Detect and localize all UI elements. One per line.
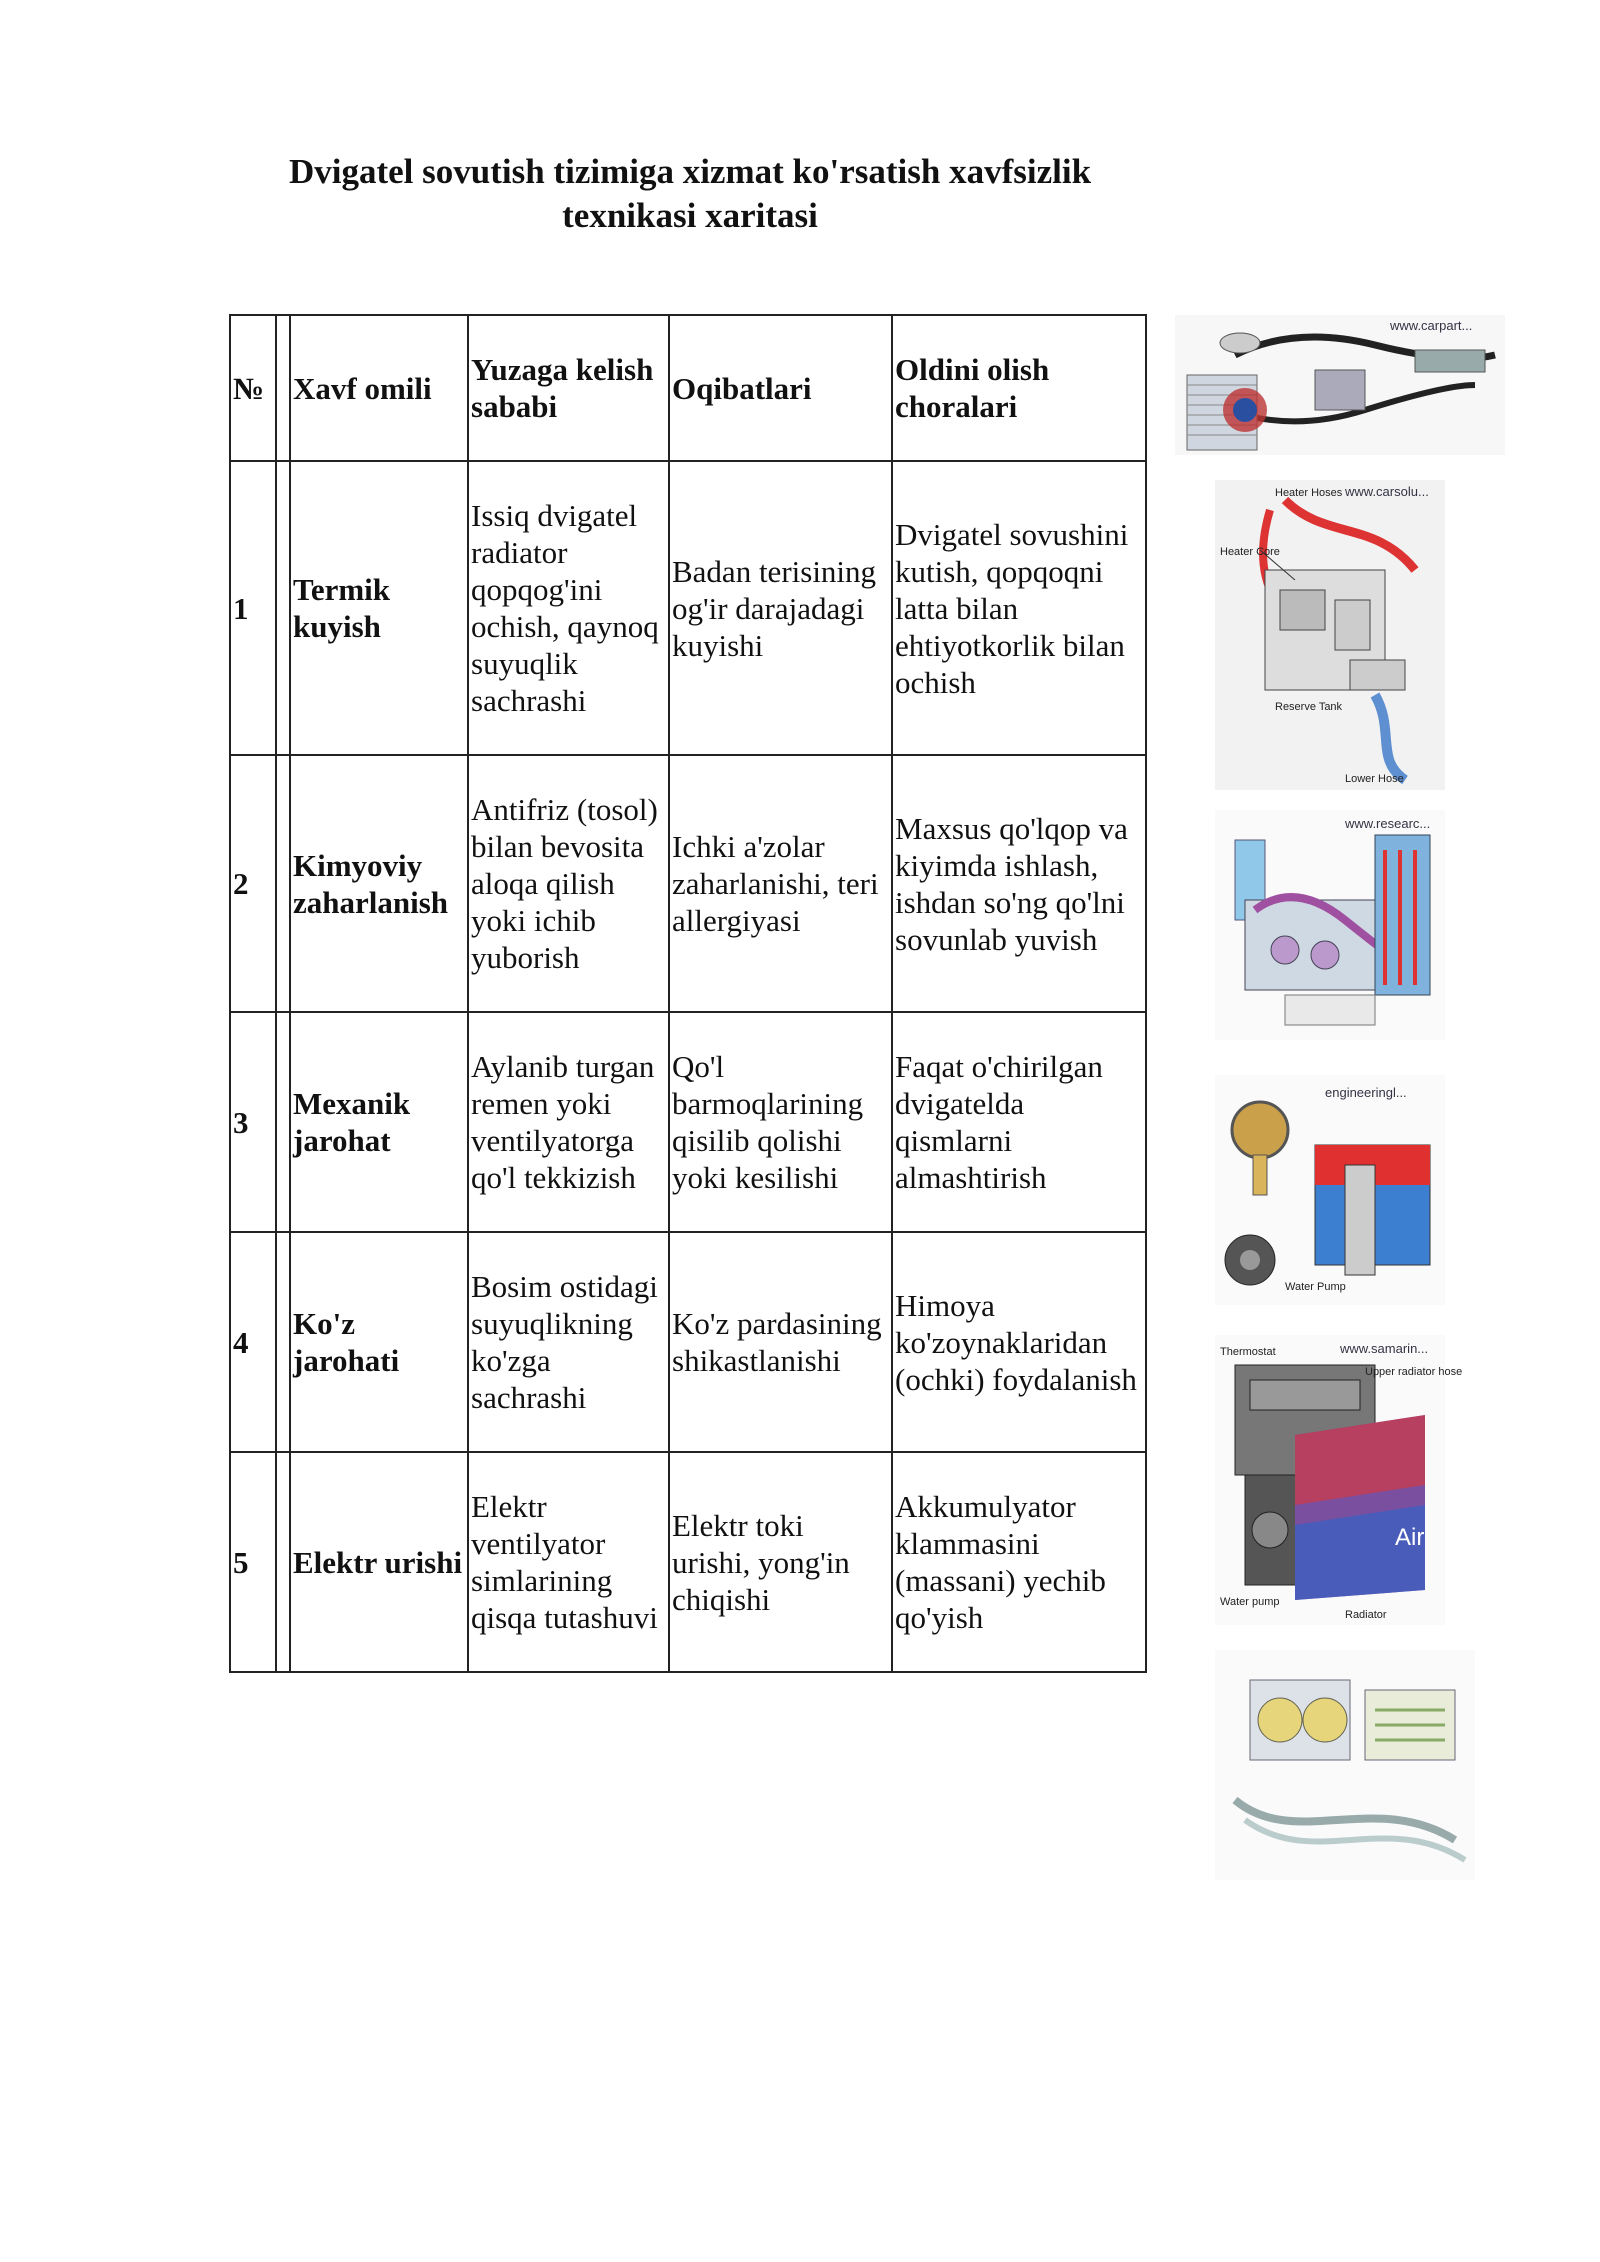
row-prevention: Dvigatel sovushini kutish, qopqoqni latta bilan ehtiyotkorlik bilan ochish <box>892 461 1146 755</box>
header-number: № <box>230 315 276 461</box>
header-effect: Oqibatlari <box>669 315 892 461</box>
label-air: Air <box>1395 1524 1425 1551</box>
image-watermark: engineeringl... <box>1325 1085 1407 1100</box>
row-cause: Issiq dvigatel radiator qopqog'ini ochish, qaynoq suyuqlik sachrashi <box>468 461 669 755</box>
image-watermark: www.carpart... <box>1390 318 1473 333</box>
row-gap <box>276 461 290 755</box>
table-header-row <box>230 315 1146 461</box>
label-heater-hoses: Heater Hoses <box>1275 487 1343 499</box>
row-effect: Badan terisining og'ir darajadagi kuyishi <box>669 461 892 755</box>
fan-assembly-image <box>1175 1650 1475 1880</box>
row-gap <box>276 1452 290 1672</box>
row-cause: Antifriz (tosol) bilan bevosita aloqa qilish yoki ichib yuborish <box>468 755 669 1012</box>
row-number: 2 <box>230 755 276 1012</box>
image-watermark: www.samarin... <box>1340 1341 1429 1356</box>
table-row <box>230 1232 1146 1452</box>
label-water-pump: Water Pump <box>1285 1281 1346 1293</box>
image-watermark: www.researc... <box>1345 816 1431 831</box>
label-water-pump: Water pump <box>1220 1596 1280 1608</box>
label-lower-hose: Lower Hose <box>1345 773 1404 785</box>
row-risk: Elektr urishi <box>290 1452 468 1672</box>
heater-hoses-diagram-image <box>1175 480 1445 790</box>
header-prevention: Oldini olish choralari <box>892 315 1146 461</box>
row-effect: Qo'l barmoqlarining qisilib qolishi yoki kesilishi <box>669 1012 892 1232</box>
title-line-1: Dvigatel sovutish tizimiga xizmat ko'rsatish xavfsizlik <box>288 152 1092 191</box>
row-prevention: Himoya ko'zoynaklaridan (ochki) foydalanish <box>892 1232 1146 1452</box>
label-heater-core: Heater Core <box>1220 546 1280 558</box>
row-risk: Kimyoviy zaharlanish <box>290 755 468 1012</box>
title-line-2: texnikasi xaritasi <box>562 196 818 235</box>
row-gap <box>276 1232 290 1452</box>
hazard-table <box>229 314 1147 1673</box>
row-effect: Ichki a'zolar zaharlanishi, teri allergiyasi <box>669 755 892 1012</box>
table-row <box>230 755 1146 1012</box>
header-gap <box>276 315 290 461</box>
row-number: 3 <box>230 1012 276 1232</box>
header-cause: Yuzaga kelish sababi <box>468 315 669 461</box>
row-cause: Bosim ostidagi suyuqlikning ko'zga sachrashi <box>468 1232 669 1452</box>
image-watermark: www.carsolu... <box>1345 484 1429 499</box>
table-row <box>230 1452 1146 1672</box>
cooling-system-overview-image <box>1175 315 1505 455</box>
header-risk: Xavf omili <box>290 315 468 461</box>
engine-radiator-image <box>1175 1335 1463 1625</box>
row-effect: Elektr toki urishi, yong'in chiqishi <box>669 1452 892 1672</box>
row-prevention: Akkumulyator klammasini (massani) yechib qo'yish <box>892 1452 1146 1672</box>
label-reserve-tank: Reserve Tank <box>1275 701 1343 713</box>
row-risk: Mexanik jarohat <box>290 1012 468 1232</box>
row-prevention: Faqat o'chirilgan dvigatelda qismlarni almashtirish <box>892 1012 1146 1232</box>
row-number: 1 <box>230 461 276 755</box>
row-risk: Termik kuyish <box>290 461 468 755</box>
row-risk: Ko'z jarohati <box>290 1232 468 1452</box>
row-prevention: Maxsus qo'lqop va kiyimda ishlash, ishdan so'ng qo'lni sovunlab yuvish <box>892 755 1146 1012</box>
page-title <box>200 150 1180 238</box>
label-upper-radiator-hose: Upper radiator hose <box>1365 1366 1463 1378</box>
row-cause: Aylanib turgan remen yoki ventilyatorga qo'l tekkizish <box>468 1012 669 1232</box>
row-cause: Elektr ventilyator simlarining qisqa tutashuvi <box>468 1452 669 1672</box>
label-radiator: Radiator <box>1345 1609 1387 1621</box>
thermostat-water-pump-image <box>1175 1075 1445 1305</box>
table-row <box>230 461 1146 755</box>
label-thermostat: Thermostat <box>1220 1346 1276 1358</box>
row-number: 5 <box>230 1452 276 1672</box>
table-row <box>230 1012 1146 1232</box>
engine-cooling-diagram-image <box>1175 810 1445 1040</box>
row-gap <box>276 755 290 1012</box>
row-effect: Ko'z pardasining shikastlanishi <box>669 1232 892 1452</box>
row-gap <box>276 1012 290 1232</box>
row-number: 4 <box>230 1232 276 1452</box>
